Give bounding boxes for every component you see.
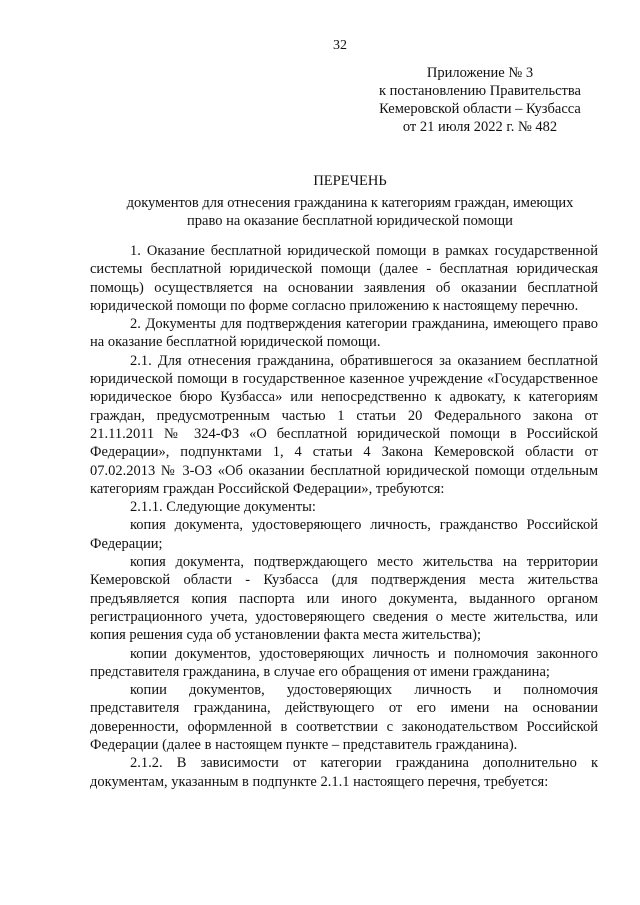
document-body: [90, 242, 598, 791]
paragraph-2-1: 2.1. Для отнесения гражданина, обратившегося за оказанием бесплатной юридической помощи в государственное казенное учреждение «Государственное юридическое бюро Кузбасса» или непосредственно к адвокату, к категориям граждан, предусмотренным частью 1 статьи 20 Федерального закона от 21.11.2011 № 324-ФЗ «О бесплатной юридической помощи в Российской Федерации», подпунктами 1, 4 статьи 4 Закона Кемеровской области от 07.02.2013 № 3-ОЗ «Об оказании бесплатной юридической помощи отдельным категориям граждан Российской Федерации», требуются:: [90, 352, 598, 497]
annex-line: от 21 июля 2022 г. № 482: [402, 119, 558, 135]
paragraph-2-1-2: 2.1.2. В зависимости от категории гражданина дополнительно к документам, указанным в подпункте 2.1.1 настоящего перечня, требуется:: [90, 755, 598, 790]
title-subtitle-line: право на оказание бесплатной юридической помощи: [187, 213, 513, 229]
title-heading: ПЕРЕЧЕНЬ: [313, 173, 387, 189]
list-item-identity-doc: копия документа, удостоверяющего личность, гражданство Российской Федерации;: [90, 517, 598, 552]
annex-line: к постановлению Правительства: [379, 83, 581, 99]
document-title: [90, 172, 610, 231]
list-item-residence-doc: копия документа, подтверждающего место жительства на территории Кемеровской области - Кузбасса (для подтверждения места жительства предъявляется копия паспорта или иного документа, выданного органом регистрационного учета, удостоверяющего сведения о месте жительства, или копия решения суда об установлении факта места жительства);: [90, 554, 598, 644]
page-number: 32: [333, 38, 347, 53]
paragraph-2: 2. Документы для подтверждения категории гражданина, имеющего право на оказание бесплатной юридической помощи.: [90, 316, 598, 351]
list-item-legal-representative: копии документов, удостоверяющих личность и полномочия законного представителя гражданина, в случае его обращения от имени гражданина;: [90, 645, 598, 680]
paragraph-1: 1. Оказание бесплатной юридической помощи в рамках государственной системы бесплатной юридической помощи (далее - бесплатная юридическая помощь) осуществляется на основании заявления об оказании бесплатной юридической помощи по форме согласно приложению к настоящему перечню.: [90, 243, 598, 314]
annex-header: [355, 64, 605, 136]
annex-line: Кемеровской области – Кузбасса: [379, 101, 581, 117]
paragraph-2-1-1: 2.1.1. Следующие документы:: [130, 499, 316, 516]
title-subtitle-line: документов для отнесения гражданина к категориям граждан, имеющих: [126, 194, 574, 211]
annex-line: Приложение № 3: [426, 65, 534, 81]
list-item-authorized-representative: копии документов, удостоверяющих личность и полномочия представителя гражданина, действующего от его имени на основании доверенности, оформленной в соответствии с законодательством Российской Федерации (далее в настоящем пункте – представитель гражданина).: [90, 682, 598, 754]
